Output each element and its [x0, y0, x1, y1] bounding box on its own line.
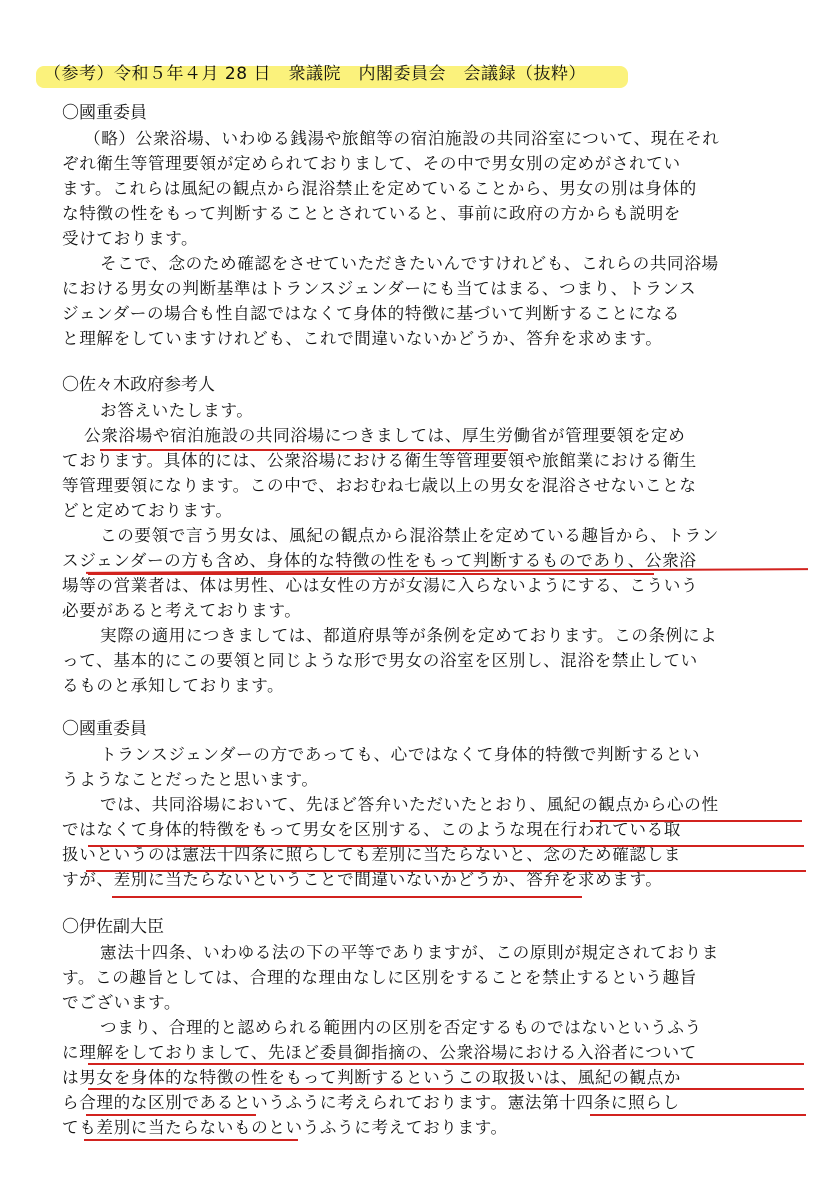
red-underline — [86, 870, 806, 872]
statement-line: 等管理要領になります。この中で、おおむね七歳以上の男女を混浴させないことな — [62, 476, 697, 495]
statement-line: （略）公衆浴場、いわゆる銭湯や旅館等の宿泊施設の共同浴室について、現在それ — [84, 129, 720, 148]
speaker-name: 〇國重委員 — [62, 719, 147, 739]
statement-line: 憲法十四条、いわゆる法の下の平等でありますが、この原則が規定されておりま — [100, 943, 719, 962]
statement-line: における男女の判断基準はトランスジェンダーにも当てはまる、つまり、トランス — [62, 279, 697, 298]
statement-line: って、基本的にこの要領と同じような形で男女の浴室を区別し、混浴を禁止してい — [62, 651, 698, 670]
speaker-name: 〇伊佐副大臣 — [62, 917, 164, 937]
statement-line: つまり、合理的と認められる範囲内の区別を否定するものではないというふう — [100, 1018, 702, 1037]
statement-line: ら合理的な区別であるというふうに考えられております。憲法第十四条に照らし — [62, 1093, 680, 1112]
statement-line: ても差別に当たらないものというふうに考えております。 — [62, 1118, 508, 1137]
statement-line: ます。これらは風紀の観点から混浴禁止を定めていることから、男女の別は身体的 — [62, 179, 697, 198]
statement-line: ております。具体的には、公衆浴場における衛生等管理要領や旅館業における衛生 — [62, 451, 697, 470]
statement-line: ではなくて身体的特徴をもって男女を区別する、このような現在行われている取 — [62, 820, 681, 839]
header-title: （参考）令和５年４月 28 日 衆議院 内閣委員会 会議録（抜粋） — [44, 63, 586, 84]
statement-line: るものと承知しております。 — [62, 676, 285, 695]
statement-line: 実際の適用につきましては、都道府県等が条例を定めております。この条例によ — [100, 626, 718, 645]
statement-line: 扱いというのは憲法十四条に照らしても差別に当たらないと、念のため確認しま — [62, 845, 681, 864]
red-underline — [88, 1063, 804, 1065]
statement-sasaki — [62, 372, 802, 698]
red-underline — [590, 820, 802, 822]
statement-line: では、共同浴場において、先ほど答弁いただいたとおり、風紀の観点から心の性 — [100, 795, 719, 814]
statement-isa — [62, 914, 802, 1140]
statement-line: うようなことだったと思います。 — [62, 770, 319, 789]
red-underline — [88, 845, 804, 847]
statement-line: ジェンダーの場合も性自認ではなくて身体的特徴に基づいて判断することになる — [62, 304, 680, 323]
statement-line: この要領で言う男女は、風紀の観点から混浴禁止を定めている趣旨から、トラン — [100, 526, 719, 545]
statement-kunishige-2 — [62, 716, 802, 892]
speaker-name: 〇佐々木政府参考人 — [62, 375, 215, 395]
statement-line: 必要があると考えております。 — [62, 601, 302, 620]
red-underline — [86, 1114, 256, 1116]
statement-kunishige-1 — [62, 100, 802, 351]
statement-line: 受けております。 — [62, 229, 199, 248]
red-underline — [112, 896, 582, 898]
statement-line: そこで、念のため確認をさせていただきたいんですけれども、これらの共同浴場 — [100, 254, 719, 273]
red-underline — [88, 573, 654, 575]
red-underline — [590, 1114, 806, 1116]
statement-line: に理解をしておりまして、先ほど委員御指摘の、公衆浴場における入浴者について — [62, 1043, 697, 1062]
statement-line: 場等の営業者は、体は男性、心は女性の方が女湯に入らないようにする、こういう — [62, 576, 699, 595]
statement-line: と理解をしていますけれども、これで間違いないかどうか、答弁を求めます。 — [62, 329, 663, 348]
statement-line: すが、差別に当たらないということで間違いないかどうか、答弁を求めます。 — [62, 870, 663, 889]
statement-line: でございます。 — [62, 993, 182, 1012]
statement-line: 公衆浴場や宿泊施設の共同浴場につきましては、厚生労働省が管理要領を定め — [84, 426, 686, 445]
statement-line: な特徴の性をもって判断することとされていると、事前に政府の方からも説明を — [62, 204, 681, 223]
statement-line: どと定めております。 — [62, 501, 233, 520]
statement-line: は男女を身体的な特徴の性をもって判断するというこの取扱いは、風紀の観点か — [62, 1068, 681, 1087]
document-header — [38, 52, 628, 90]
red-underline — [100, 449, 508, 451]
statement-line: す。この趣旨としては、合理的な理由なしに区別をすることを禁止するという趣旨 — [62, 968, 697, 987]
statement-line: スジェンダーの方も含め、身体的な特徴の性をもって判断するものであり、公衆浴 — [62, 551, 697, 570]
statement-line: トランスジェンダーの方であっても、心ではなくて身体的特徴で判断するとい — [100, 745, 701, 764]
red-underline — [84, 1139, 298, 1141]
red-underline — [88, 1088, 804, 1090]
statement-line: お答えいたします。 — [100, 401, 254, 420]
statement-line: ぞれ衛生等管理要領が定められておりまして、その中で男女別の定めがされてい — [62, 154, 681, 173]
speaker-name: 〇國重委員 — [62, 103, 147, 123]
